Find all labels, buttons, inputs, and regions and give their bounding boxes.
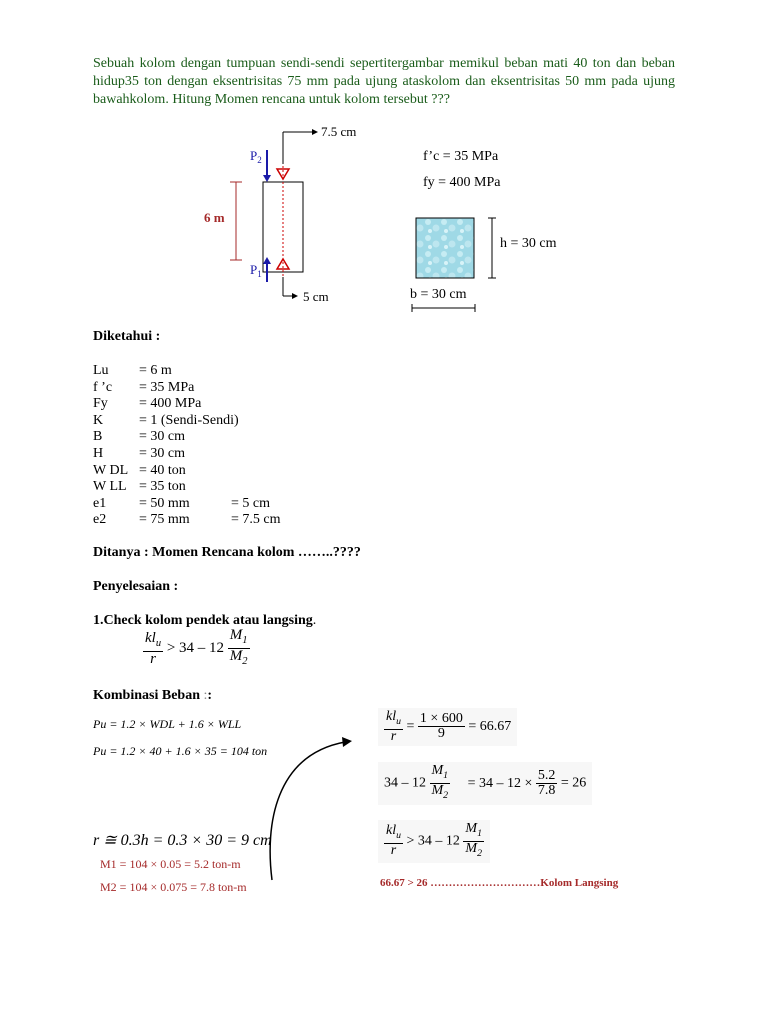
fy-label: fy = 400 MPa [423, 175, 501, 190]
r-formula: r ≅ 0.3h = 0.3 × 30 = 9 cm [93, 832, 272, 849]
length-label: 6 m [204, 210, 225, 225]
known-value: = 30 cm [139, 429, 185, 445]
cross-section [416, 218, 474, 278]
p2-arrow-icon [263, 175, 271, 182]
known-label: e1 [93, 495, 107, 511]
arrow-icon [292, 293, 298, 299]
solution-heading: Penyelesaian : [93, 579, 179, 594]
known-label: W DL [93, 462, 129, 478]
p1-label: $P_1$ [250, 262, 262, 279]
klu-calc: $\frac{kl_u}{r}$ = $\frac{1 \times 600}{9}$ = 66.67 [378, 708, 517, 746]
known-label: e2 [93, 512, 107, 528]
p2-label: $P_2$ [250, 148, 262, 165]
conclusion: 66.67 > 26 …………………………Kolom Langsing [380, 877, 619, 889]
known-label: Fy [93, 396, 108, 412]
combo-heading: Kombinasi Beban :: [93, 688, 213, 703]
m2-formula: M2 = 104 × 0.075 = 7.8 ton-m [100, 880, 247, 894]
flow-arrow-icon [260, 735, 360, 885]
known-label: H [93, 446, 104, 461]
known-value: = 35 ton [139, 479, 186, 495]
known-converted: = 7.5 cm [231, 512, 281, 528]
known-label: W LL [93, 479, 127, 495]
asked-line: Ditanya : Momen Rencana kolom ……..???? [93, 545, 361, 560]
known-converted: = 5 cm [231, 495, 270, 511]
column-figure [200, 122, 568, 312]
known-label: f ’c [93, 379, 113, 395]
problem-statement: Sebuah kolom dengan tumpuan sendi-sendi sepertitergambar memikul beban mati 40 ton dan beban hidup35 ton dengan eksentrisitas 75 mm pada ujung ataskolom dan eksentrisitas 50 mm pada ujung bawahkolom. Hitung Momen rencana untuk kolom tersebut ??? [93, 56, 675, 107]
step1-heading: 1.Check kolom pendek atau langsing. [93, 613, 317, 628]
known-label: K [93, 412, 104, 428]
b-label: b = 30 cm [410, 287, 467, 302]
bottom-eccentricity-label: 5 cm [303, 289, 329, 304]
known-value: = 6 m [139, 363, 172, 378]
pu-formula-1: Pu = 1.2 × WDL + 1.6 × WLL [93, 717, 242, 731]
known-label: Lu [93, 363, 109, 378]
h-label: h = 30 cm [500, 236, 557, 251]
fc-label: f’c = 35 MPa [423, 149, 499, 164]
m1-formula: M1 = 104 × 0.05 = 5.2 ton-m [100, 857, 241, 871]
top-eccentricity-label: 7.5 cm [321, 124, 357, 139]
known-value: = 40 ton [139, 462, 186, 478]
known-label: B [93, 429, 103, 445]
known-value: = 30 cm [139, 446, 185, 461]
pu-formula-2: Pu = 1.2 × 40 + 1.6 × 35 = 104 ton [93, 744, 268, 758]
known-heading: Diketahui : [93, 329, 161, 344]
known-value: = 35 MPa [139, 379, 195, 395]
arrow-icon [312, 129, 318, 135]
slenderness-check: $\frac{kl_u}{r}$ > 34 – 12 $\frac{M_1}{M_2}$ [378, 820, 490, 863]
slenderness-criterion: $\frac{kl_u}{r}$ > 34 – 12 $\frac{M_1}{M_2}$ [145, 627, 248, 667]
ratio-calc: 34 – 12 $\frac{M_1}{M_2}$ = 34 – 12 × $\frac{5.2}{7.8}$ = 26 [378, 762, 592, 805]
known-value: = 50 mm [139, 495, 190, 511]
known-value: = 1 (Sendi-Sendi) [139, 412, 239, 428]
known-value: = 75 mm [139, 512, 190, 528]
known-value: = 400 MPa [139, 396, 202, 412]
